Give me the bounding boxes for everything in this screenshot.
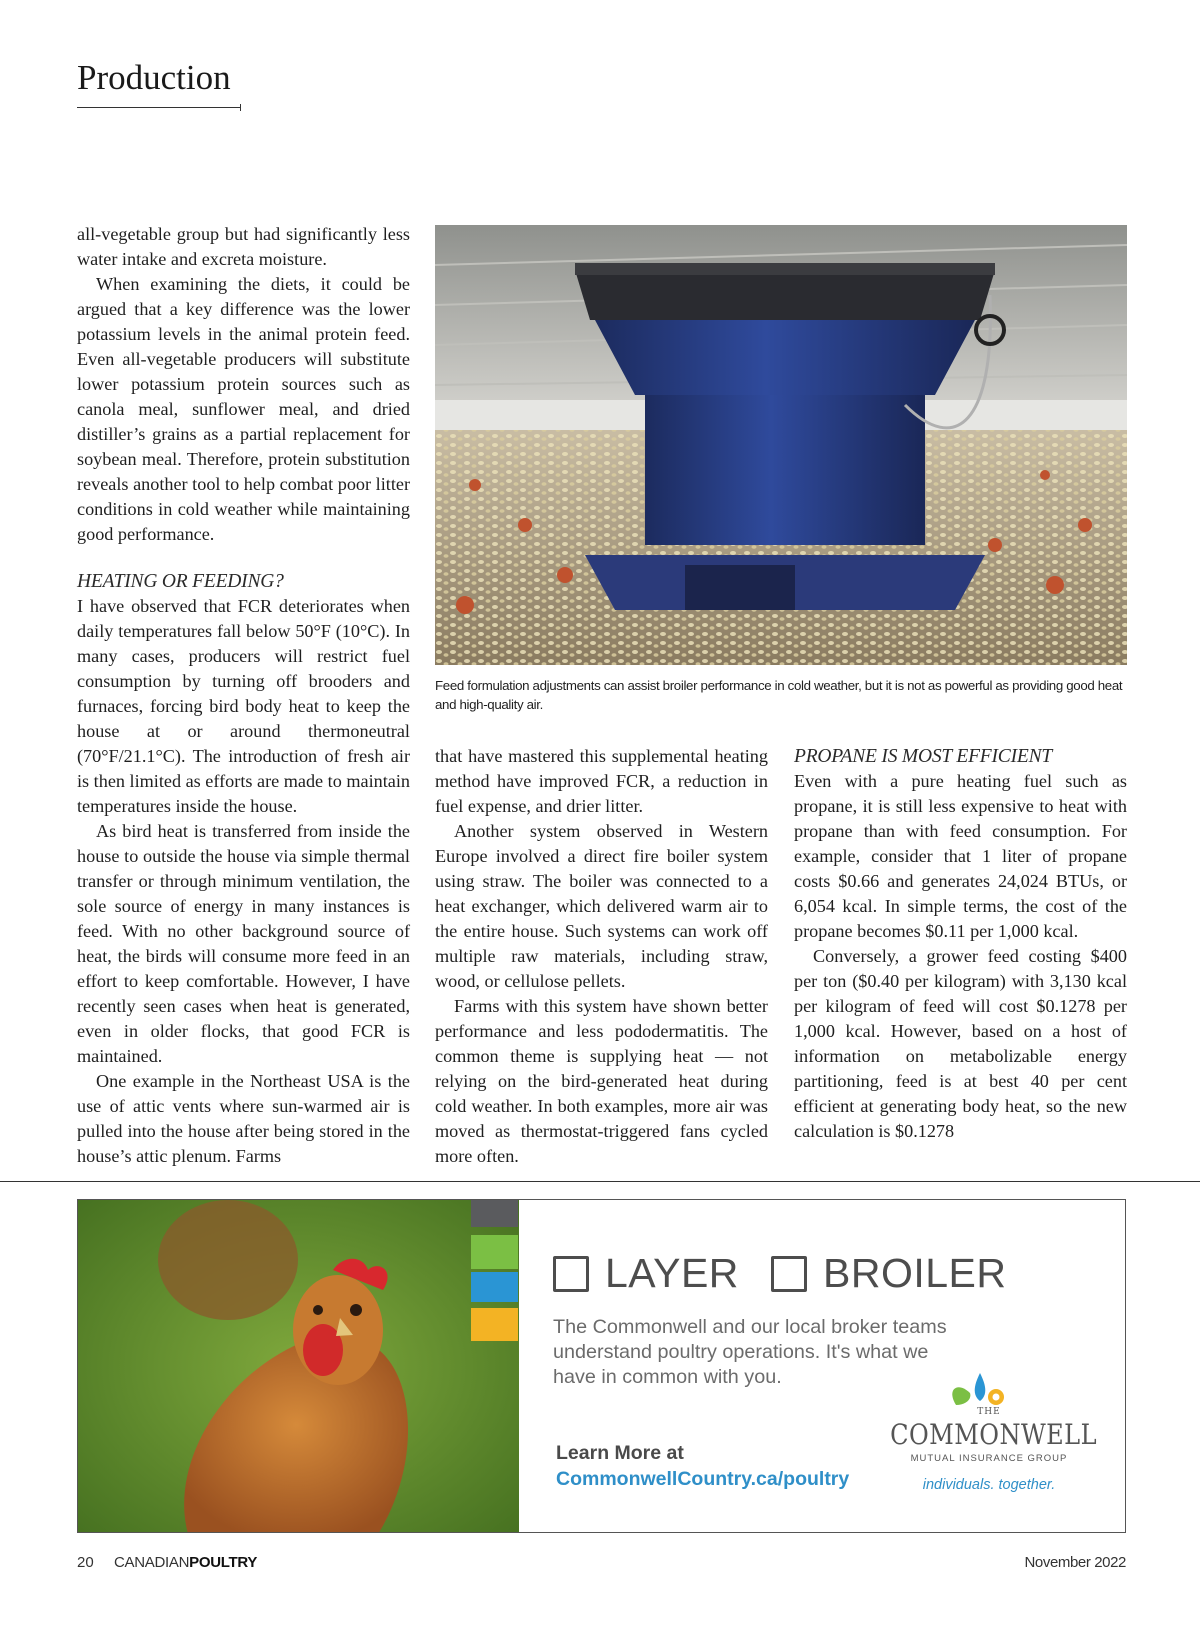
checkbox-icon — [771, 1256, 807, 1292]
article-column-2 — [435, 744, 768, 1169]
paragraph: that have mastered this supplemental heating method have improved FCR, a reduction in fuel expense, and drier litter. — [435, 746, 768, 816]
ad-url-link[interactable]: CommonwellCountry.ca/poultry — [556, 1468, 850, 1490]
photo-caption: Feed formulation adjustments can assist broiler performance in cold weather, but it is not as powerful as providing good heat and high-quality air. — [435, 678, 1123, 712]
color-strip-yellow — [471, 1308, 518, 1341]
section-title: Production — [77, 58, 231, 97]
broiler-checkbox — [771, 1250, 1007, 1297]
paragraph: When examining the diets, it could be argued that a key difference was the lower potassium levels in the animal protein feed. Even all-vegetable producers will substitute lower potassium protein sources such as canola meal, sunflower meal, and dried distiller’s grains as a partial replacement for soybean meal. Therefore, protein substitution reveals another tool to help combat poor litter conditions in cold weather while maintaining good performance. — [77, 274, 410, 544]
paragraph: all-vegetable group but had significantly less water intake and excreta moisture. — [77, 224, 410, 269]
learn-more-label: Learn More at — [556, 1442, 684, 1464]
article-column-1 — [77, 222, 410, 1169]
checkbox-icon — [553, 1256, 589, 1292]
issue-date: November 2022 — [1024, 1554, 1126, 1571]
paragraph: Farms with this system have shown better performance and less pododermatitis. The common theme is supplying heat — not relying on the bird-generated heat during cold weather. In both examples, more air was moved as thermostat-triggered fans cycled more often. — [435, 996, 768, 1166]
ad-body-text: The Commonwell and our local broker teams understand poultry operations. It's what we have in common with you. — [553, 1316, 947, 1388]
color-strip-blue — [471, 1272, 518, 1302]
learn-more[interactable] — [556, 1440, 849, 1492]
publication-name-part1: CANADIAN — [114, 1554, 190, 1571]
logo-sub: MUTUAL INSURANCE GROUP — [910, 1453, 1068, 1464]
subheading-heating-or-feeding: HEATING OR FEEDING? — [77, 571, 284, 592]
layer-label: LAYER — [605, 1250, 739, 1296]
paragraph: Conversely, a grower feed costing $400 per ton ($0.40 per kilogram) with 3,130 kcal per kilogram of feed will cost $0.1278 per 1,000 kcal. However, based on a host of information on metabolizable energy partitioning, feed is at best 40 per cent efficient at generating body heat, so the new calculation is $0.1278 — [794, 946, 1127, 1141]
logo-name: COMMONWELL — [890, 1418, 1098, 1451]
article-column-3 — [794, 744, 1127, 1144]
page-number: 20 — [77, 1554, 94, 1571]
color-strip-green — [471, 1235, 518, 1269]
paragraph: Even with a pure heating fuel such as propane, it is still less expensive to heat with propane than with feed consumption. For example, consider that 1 liter of propane costs $0.66 and generates 24,024 BTUs, or 6,054 kcal. In simple terms, the cost of the propane becomes $0.11 per 1,000 kcal. — [794, 771, 1127, 941]
ad-divider — [0, 1181, 1200, 1182]
publication-name-part2: POULTRY — [189, 1554, 258, 1571]
feeder-photo — [435, 225, 1127, 665]
paragraph: One example in the Northeast USA is the use of attic vents where sun-warmed air is pulled into the house after being stored in the house’s attic plenum. Farms — [77, 1071, 410, 1166]
broiler-label: BROILER — [823, 1250, 1007, 1296]
layer-checkbox — [553, 1250, 739, 1297]
commonwell-logo — [874, 1365, 1104, 1525]
subheading-propane: PROPANE IS MOST EFFICIENT — [794, 746, 1053, 767]
color-strip-gray — [471, 1200, 518, 1227]
paragraph: As bird heat is transferred from inside the house to outside the house via simple thermal transfer or through minimum ventilation, the sole source of energy in many instances is feed. With no other background source of heat, the birds will consume more feed in an effort to keep comfortable. However, I have recently seen cases when heat is generated, even in older flocks, that good FCR is maintained. — [77, 821, 410, 1066]
logo-tagline: individuals. together. — [922, 1477, 1056, 1493]
paragraph: Another system observed in Western Europe involved a direct fire boiler system using straw. The boiler was connected to a heat exchanger, which delivered warm air to the entire house. Such systems can work off multiple raw materials, including straw, wood, or cellulose pellets. — [435, 821, 768, 991]
chicken-photo — [78, 1200, 519, 1533]
section-rule — [77, 107, 241, 108]
publication-name — [114, 1554, 257, 1571]
logo-the: THE — [977, 1407, 1001, 1417]
paragraph: I have observed that FCR deteriorates when daily temperatures fall below 50°F (10°C). In many cases, producers will restrict fuel consumption by turning off brooders and furnaces, forcing bird body heat to keep the house at or around thermoneutral (70°F/21.1°C). The introduction of fresh air is then limited as efforts are made to maintain temperatures inside the house. — [77, 596, 411, 816]
commonwell-ad[interactable] — [77, 1199, 1126, 1533]
